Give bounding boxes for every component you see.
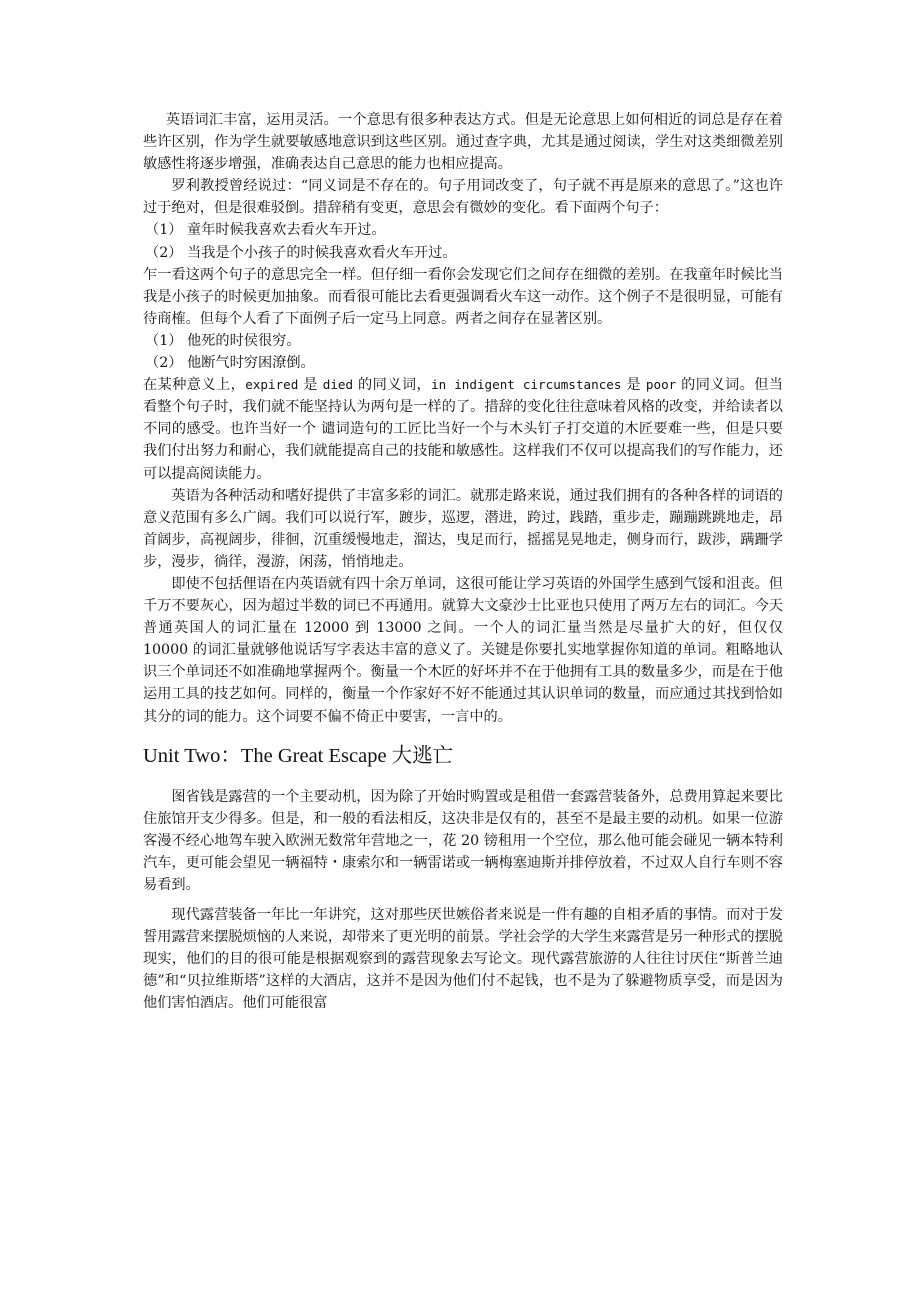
text-run: 的同义词， xyxy=(353,377,432,394)
paragraph-camping-equipment: 现代露营装备一年比一年讲究，这对那些厌世嫉俗者来说是一件有趣的自相矛盾的事情。而对于发誓用露营来摆脱烦恼的人来说，却带来了更光明的前景。学社会学的大学生来露营是另一种形式的摆脱现实，他们的目的很可能是根据观察到的露营现象去写论文。现代露营旅游的人往往讨厌住“斯普兰迪德”和“贝拉维斯塔”这样的大酒店，这并不是因为他们付不起钱，也不是为了躲避物质享受，而是因为他们害怕酒店。他们可能很富 xyxy=(143,907,783,1012)
english-phrase: in indigent circumstances xyxy=(431,377,622,393)
list-item-text: 他断气时穷困潦倒。 xyxy=(187,355,315,372)
paragraph-comparison: 乍一看这两个句子的意思完全一样。但仔细一看你会发现它们之间存在细微的差别。在我童年时候比当我是小孩子的时候更加抽象。而看很可能比去看更强调看火车这一动作。这个例子不是很明显，可能有待商榷。但每个人看了下面例子后一定马上同意。两者之间存在显著区别。 xyxy=(143,266,783,327)
paragraph-synonyms xyxy=(143,374,783,484)
list-item xyxy=(143,219,783,241)
paragraph-vocabulary-size: 即使不包括俚语在内英语就有四十余万单词，这很可能让学习英语的外国学生感到气馁和沮丧。但千万不要灰心，因为超过半数的词已不再通用。就算大文豪沙士比亚也只使用了两万左右的词汇。今天普通英国人的词汇量在 12000 到 13000 之间。一个人的词汇量当然是尽量扩大的好，但仅仅 10000 的词汇量就够他说话写字表达丰富的意义了。关键是你要扎实地掌握你知道的单词。粗略地认识三个单词还不如准确地掌握两个。衡量一个木匠的好坏并不在于他拥有工具的数量多少，而是在于他运用工具的技艺如何。同样的，衡量一个作家好不好不能通过其认识单词的数量，而应通过其找到恰如其分的词的能力。这个词要不偏不倚正中要害，一言中的。 xyxy=(143,575,783,725)
text-run: 是 xyxy=(298,377,323,394)
list-item xyxy=(143,242,783,264)
example-list-2 xyxy=(143,330,783,374)
list-item xyxy=(143,330,783,352)
list-item-number: （1） xyxy=(145,332,183,349)
text-run: 的同义词。但当看整个句子时，我们就不能坚持认为两句是一样的了。措辞的变化往往意味着风格的改变，并给读者以不同的感受。也许当好一个 谴词造句的工匠比当好一个与木头钉子打交道的木匠要难一些，但是只要我们付出努力和耐心，我们就能提高自己的技能和敏感性。这样我们不仅可以提高我们的写作能力，还可以提高阅读能力。 xyxy=(143,377,783,482)
list-item-number: （1） xyxy=(145,222,183,239)
english-word: died xyxy=(322,377,354,393)
section-heading: Unit Two：The Great Escape 大逃亡 xyxy=(143,744,454,767)
english-word: poor xyxy=(645,377,677,393)
paragraph-vocabulary-intro: 英语词汇丰富，运用灵活。一个意思有很多种表达方式。但是无论意思上如何相近的词总是存在着些许区别，作为学生就要敏感地意识到这些区别。通过查字典，尤其是通过阅读，学生对这类细微差别敏感性将逐步增强，准确表达自己意思的能力也相应提高。 xyxy=(143,112,783,173)
text-run: 在某种意义上， xyxy=(143,377,246,394)
list-item-text: 他死的时侯很穷。 xyxy=(187,332,301,349)
list-item xyxy=(143,352,783,374)
document-page xyxy=(143,109,783,1015)
example-list-1 xyxy=(143,219,783,263)
text-run: 是 xyxy=(621,377,646,394)
paragraph-camping-motive: 图省钱是露营的一个主要动机，因为除了开始时购置或是租借一套露营装备外，总费用算起来要比住旅馆开支少得多。但是，和一般的看法相反，这决非是仅有的，甚至不是最主要的动机。如果一位游客漫不经心地驾车驶入欧洲无数常年营地之一，花 20 镑租用一个空位，那么他可能会碰见一辆本特利汽车，更可能会望见一辆福特・康索尔和一辆雷诺或一辆梅塞迪斯并排停放着，不过双人自行车则不容易看到。 xyxy=(143,788,783,893)
list-item-number: （2） xyxy=(145,355,183,372)
paragraph-professor-quote: 罗利教授曾经说过：“同义词是不存在的。句子用词改变了，句子就不再是原来的意思了。”这也许过于绝对，但是很难驳倒。措辞稍有变更，意思会有微妙的变化。看下面两个句子： xyxy=(143,178,783,217)
list-item-text: 童年时候我喜欢去看火车开过。 xyxy=(187,222,386,239)
paragraph-walking-words: 英语为各种活动和嗜好提供了丰富多彩的词汇。就那走路来说，通过我们拥有的各种各样的词语的意义范围有多么广阔。我们可以说行军，踱步，巡逻，潜进，跨过，践踏，重步走，蹦蹦跳跳地走，昂首阔步，高视阔步，徘徊，沉重缓慢地走，溜达，曳足而行，摇摇晃晃地走，侧身而行，跋涉，蹒跚学步，漫步，徜徉，漫游，闲荡，悄悄地走。 xyxy=(143,487,783,570)
list-item-text: 当我是个小孩子的时候我喜欢看火车开过。 xyxy=(187,244,457,261)
english-word: expired xyxy=(245,377,299,393)
list-item-number: （2） xyxy=(145,244,183,261)
